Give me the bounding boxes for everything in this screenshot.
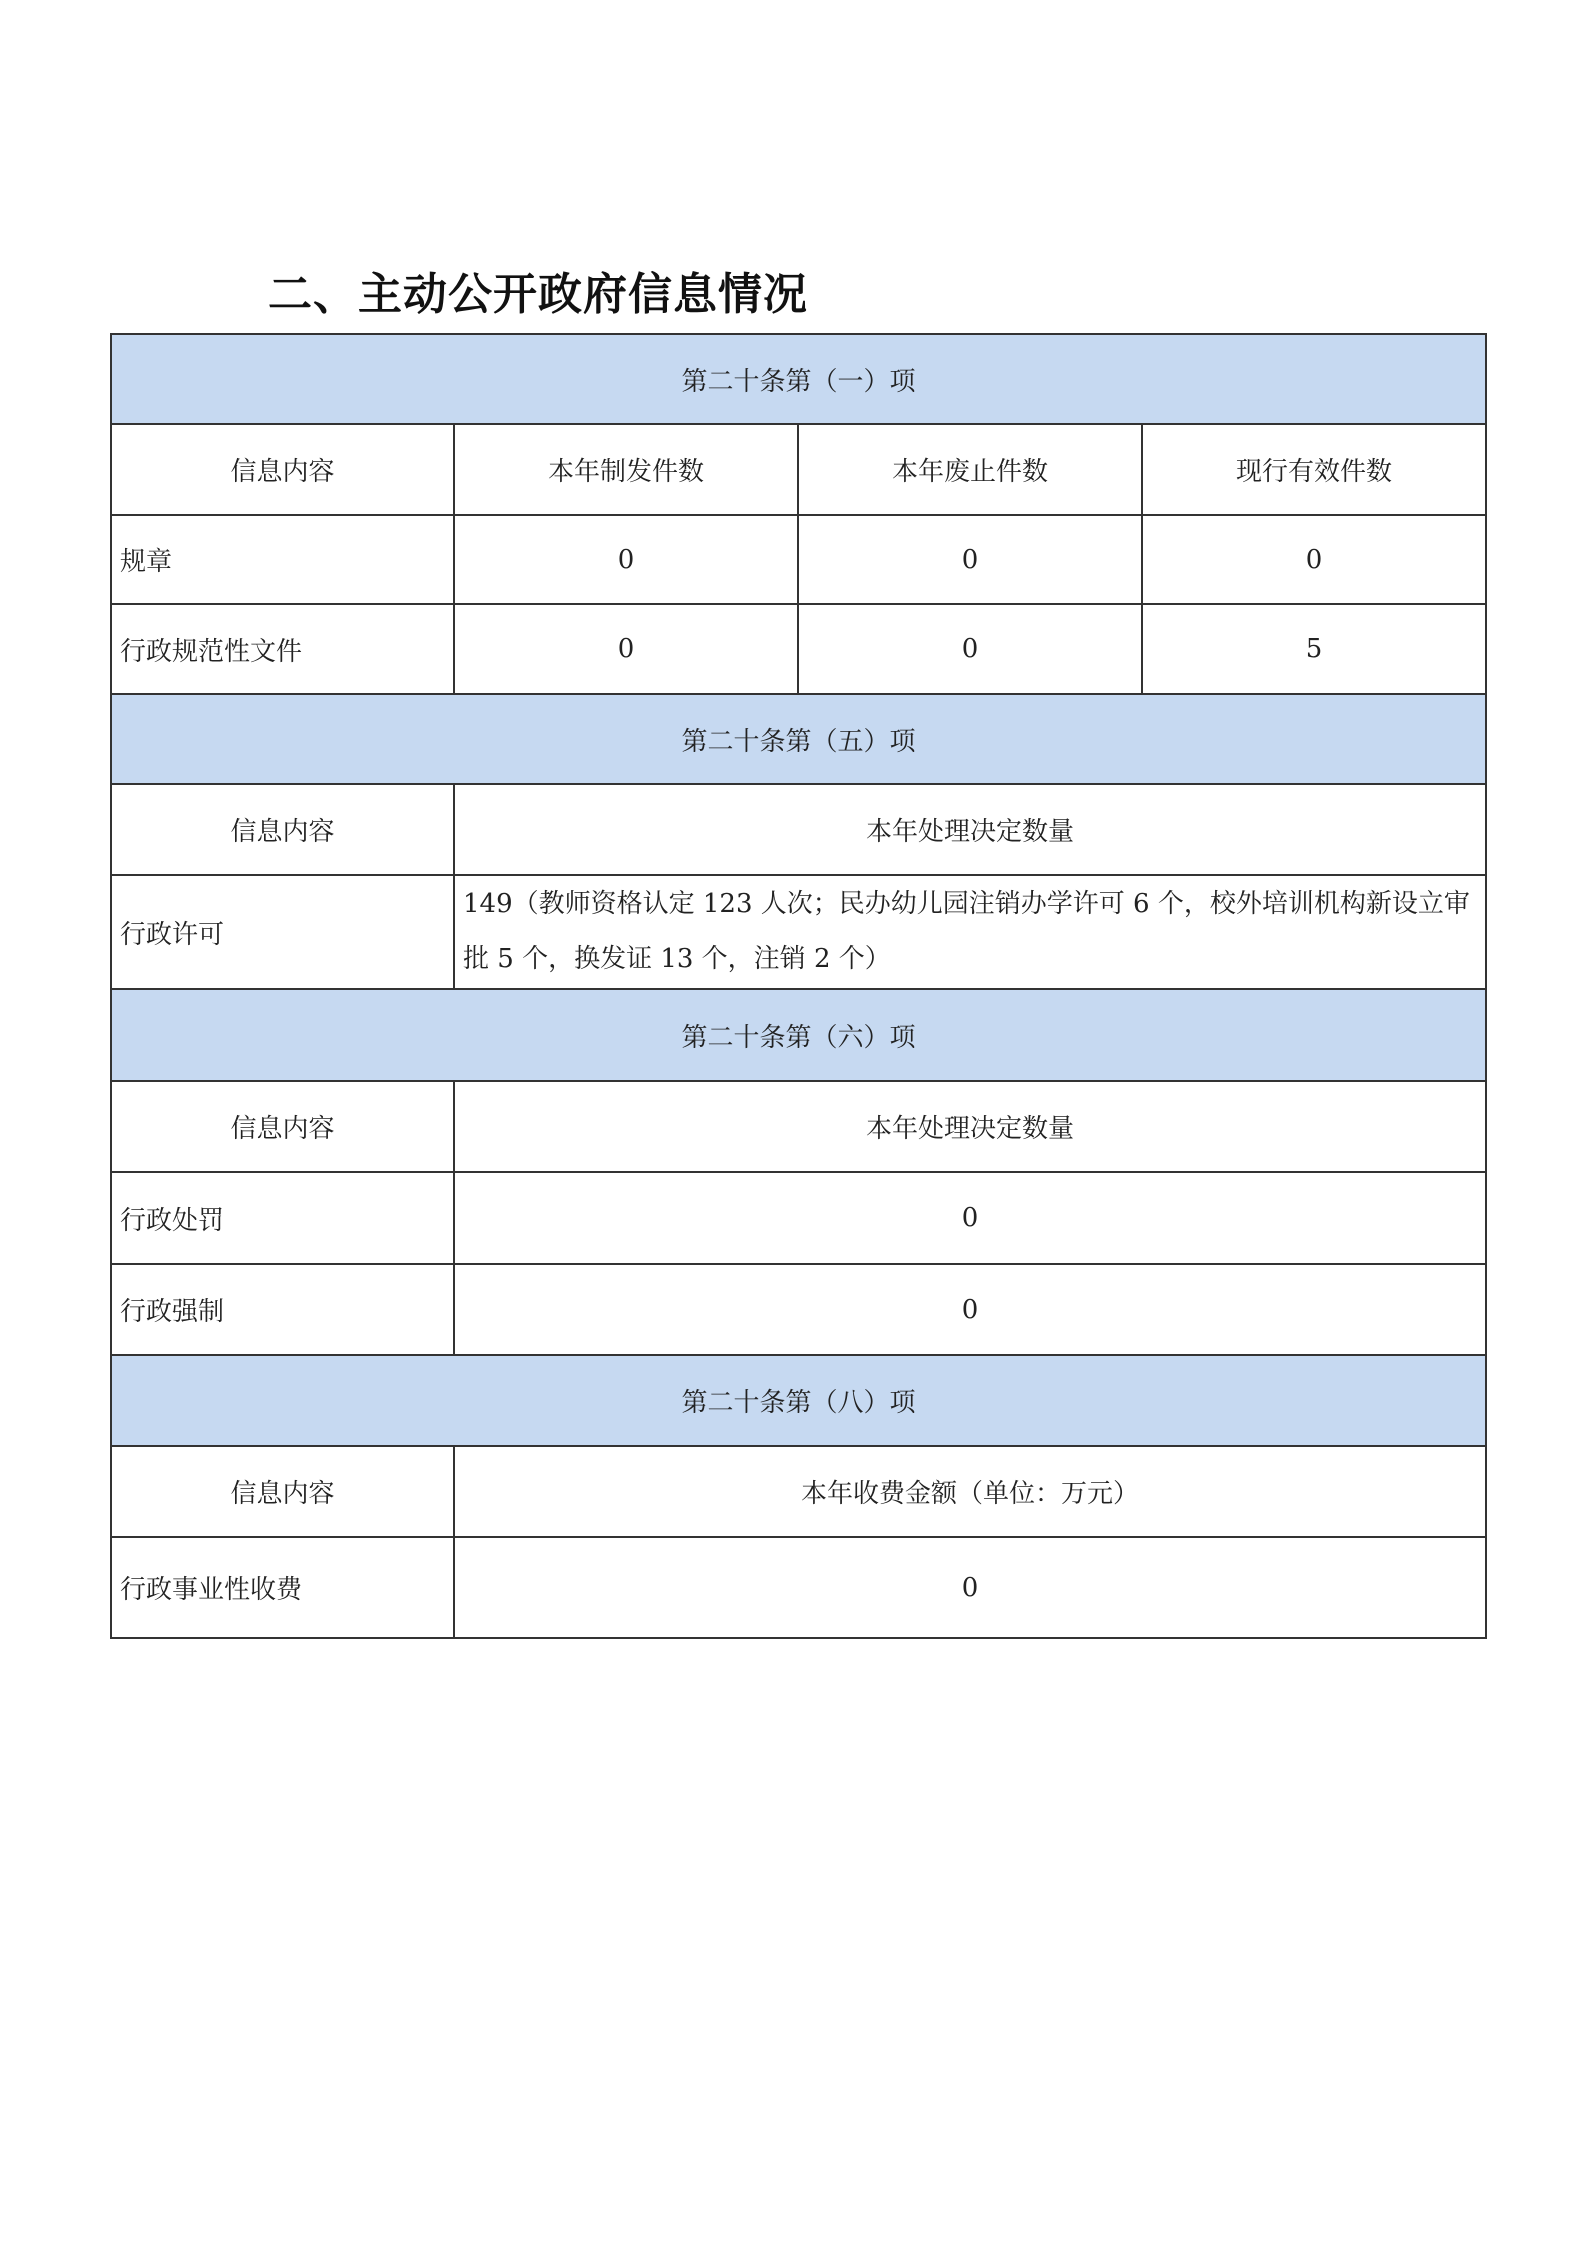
column-header: 本年废止件数: [798, 424, 1142, 515]
column-header: 本年处理决定数量: [454, 784, 1486, 875]
cell-value: 0: [798, 604, 1142, 694]
column-header: 信息内容: [111, 1081, 454, 1172]
header-row: [111, 1081, 1486, 1172]
page-title: 二、主动公开政府信息情况: [268, 269, 808, 320]
cell-value: 149（教师资格认定 123 人次；民办幼儿园注销办学许可 6 个，校外培训机构新设立审批 5 个，换发证 13 个，注销 2 个）: [454, 875, 1486, 989]
row-label: 规章: [111, 515, 454, 604]
row-label: 行政强制: [111, 1264, 454, 1355]
cell-value: 0: [454, 1172, 1486, 1264]
column-header: 信息内容: [111, 424, 454, 515]
row-label: 行政许可: [111, 875, 454, 989]
cell-value: 0: [454, 604, 798, 694]
row-label: 行政事业性收费: [111, 1537, 454, 1638]
cell-value: 0: [454, 1264, 1486, 1355]
disclosure-table: [110, 333, 1487, 1639]
column-header: 信息内容: [111, 784, 454, 875]
column-header: 本年制发件数: [454, 424, 798, 515]
cell-value: 0: [798, 515, 1142, 604]
row-label: 行政处罚: [111, 1172, 454, 1264]
cell-value: 5: [1142, 604, 1486, 694]
cell-value: 0: [454, 515, 798, 604]
column-header: 本年处理决定数量: [454, 1081, 1486, 1172]
section-heading: 第二十条第（六）项: [111, 989, 1486, 1081]
table-row: [111, 1537, 1486, 1638]
row-label: 行政规范性文件: [111, 604, 454, 694]
section-heading: 第二十条第（一）项: [111, 334, 1486, 424]
section-heading: 第二十条第（八）项: [111, 1355, 1486, 1446]
table-row: [111, 515, 1486, 604]
column-header: 信息内容: [111, 1446, 454, 1537]
table-row: [111, 875, 1486, 989]
table-row: [111, 1264, 1486, 1355]
section-heading-row: [111, 334, 1486, 424]
section-heading-row: [111, 989, 1486, 1081]
header-row: [111, 424, 1486, 515]
table-row: [111, 604, 1486, 694]
header-row: [111, 1446, 1486, 1537]
table-row: [111, 1172, 1486, 1264]
cell-value: 0: [454, 1537, 1486, 1638]
section-heading: 第二十条第（五）项: [111, 694, 1486, 784]
column-header: 本年收费金额（单位：万元）: [454, 1446, 1486, 1537]
header-row: [111, 784, 1486, 875]
column-header: 现行有效件数: [1142, 424, 1486, 515]
section-heading-row: [111, 694, 1486, 784]
cell-value: 0: [1142, 515, 1486, 604]
section-heading-row: [111, 1355, 1486, 1446]
